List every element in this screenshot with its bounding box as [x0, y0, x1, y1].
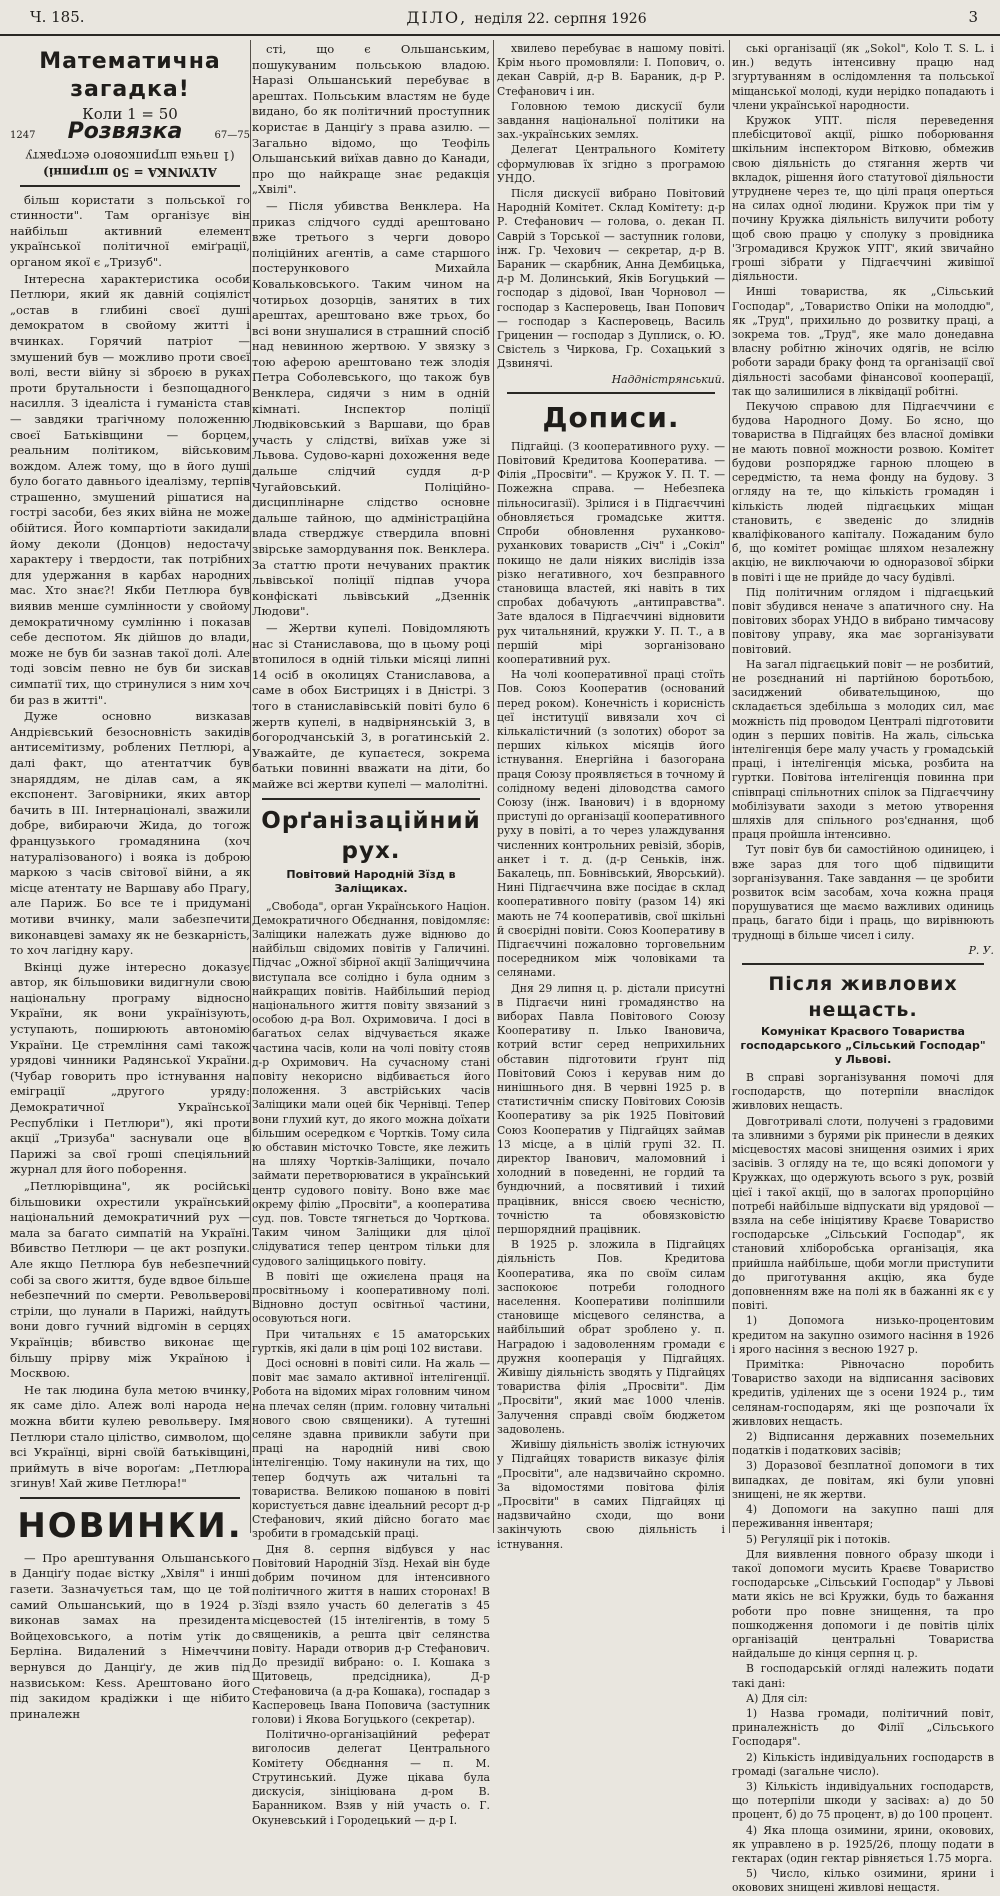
article-paragraph: Дуже основно визказав Андрієвський безосновність закидів антисемітизму, роблених Петлюрі, а далі факт, що атентатчик був знаряддям, не ділав сам, а як експонент. Заговірники, яких автор бачить в III. Інтернаціоналі, зважили добре, вибираючи Жида, до тогож французького громадянина (хоч натуралізованого) і вояка із доброю маркою з часів світової війни, а як місце атентату не Варшаву або Прагу, але Париж. Бо все те і придумані мотиви вчинку, мали забезпечити виконавцеві замаху як не безкарність, то хоч лагідну кару. — [10, 709, 250, 958]
list-item: 4) Яка площа озимини, ярини, оковових, як управлено в р. 1925/26, площу подати в гектарах (один гектар рівняється 1.75 морга. — [732, 1823, 994, 1865]
article-paragraph: „Свобода", орган Українського Націон. Демократичного Обєднання, повідомляє: Заліщики належать дуже віднюво до найбільш свідомих повітів у Галичині. Підчас „Ожної збірної акції Заліщиччина виступала все солідно і була одним з найкращих повітів. Найбільший період національного життя повіту звязаний з особою д-ра Вол. Охримовича. І досі в багатьох селах відчувається якаже частина часів, коли на чолі повіту стояв д-р Охримович. На сучасному стані повіту некорисно відбивається його положення. З австрійських часів Заліщики мали оцей бік Чернівці. Тепер вони глухий кут, до якого можна доїхати більшим осередком є Чортків. Тому сила ю обставин місточко Товсте, яке лежить на шляху Чортків-Заліщики, почало займати перетворюватися в український центр судового повіту. Воно вже має окрему філію „Просвіти", а кооператива суд. пов. Товсте тягнеться до Чорткова. Таким чином Заліщики для цілої слідуватися тепер центром тільки для судового заліщицького повіту. — [252, 899, 490, 1268]
list-item: 1) Назва громади, політичний повіт, приналежність до Філії „Сільського Господаря". — [732, 1706, 994, 1749]
article-paragraph: Для виявлення повного образу шкоди і такої допомоги мусить Краєве Товариство господарське „Сільський Господар" у Львові мати якісь не всі Кружки, будь то бажання роботи про повне знищення, та про пошкодження допомоги і де повітів ціліх організацій центральні Товариства найдальше до кінця серпня ц. р. — [732, 1547, 994, 1661]
article-paragraph: Кружок УПТ. після переведення плебісцитової акції, рішко поборювання шкільним інспектором Вітковю, обмежив свою діяльність до стягання жертв чи вкладок, рішення його статутової діяльности утруднене через те, що цілі праця оперться на силах одної людини. Кружок при тім у почину Кружка діяльність вилучити роботу щоб свою працю у сполуку з провідника 'Згромадився Кружок УПТ', який звичайно гроші зібрати у Підгаєччині живішої діяльности. — [732, 114, 994, 284]
newspaper-title: ДІЛО, — [406, 7, 468, 27]
article-paragraph: Політично-організаційний реферат виголосив делегат Центрального Комітету Обєднання — п. М. Струтинський. Дуже цікава була дискусія, зініціювана д-ром В. Баранником. Взяв у ній участь о. Г. Окуневський і Городецький — д-р І. — [252, 1728, 490, 1827]
article-paragraph: Під політичним оглядом і підгаєцький повіт збудився неначе з апатичного сну. На повітових зборах УНДО в вибрано тимчасову повітову управу, яка має зорганізувати повітовий. — [732, 585, 994, 656]
list-item: 3) Кількість індивідуальних господарств, що потерпіли шкоди у засівах: а) до 50 процент, б) до 75 процент, в) до 100 процент. — [732, 1779, 994, 1822]
puzzle-solution: Розвязка — [67, 119, 183, 144]
article-paragraph: хвилево перебуває в нашому повіті. Крім нього промовляли: І. Попович, о. декан Саврій, д-р В. Бараник, д-р Р. Стефанович і ин. — [497, 42, 725, 98]
article-paragraph: При читальнях є 15 аматорських гуртків, які дали в цім році 102 вистави. — [252, 1327, 490, 1355]
issue-date: неділя 22. серпня 1926 — [474, 10, 647, 27]
list-heading: А) Для сіл: — [746, 1691, 808, 1705]
article-paragraph: В повіті ще ожиєлена праця на просвітньому і кооперативному полі. Відновно доступ освітньої частини, осовуються ноги. — [252, 1269, 490, 1326]
news-item: — Про арештування Ольшанського в Данціґу подає вістку „Хвіля" і инші газети. Зазначується там, що це той самий Ольшанський, що в 1924 р. виконав замах на президента Войцеховського, а потім утік до Берліна. Видалений з Німеччини вернувся до Данціґу, де жив під назвиськом: Kess. Арештовано його під закидом крадіжки і ще нібито приналежн — [10, 1550, 250, 1721]
article-paragraph: більш користати з польської го стинности". Там організує він найбільш активний елемент української політичної еміґрації, органом якої є „Тризуб". — [10, 192, 250, 269]
article-paragraph: На чолі кооперативної праці стоїть Пов. Союз Кооператив (оснований перед роком). Конечність і корисність цеї інституції вивязали хоч сі кількалістичний (з золотих) оборот за перших кількох місяців його істнування. Енергійна і базогорана праця Союзу проявляється в точному й солідному ведені діловодства самого Союзу (інж. Іванович) і в вдорному приступі до організації кооперативного руху в повіті, а то через улаждування численних контрольних ревізій, зборів, анкет і т. д. (д-р Сеньків, інж. Бакалець, пп. Бовнівський, Яворський). Нині Підгаєччина вже посідає в склад кооперативного повіту (разом 14) які мають не 74 кооперативів, свої шкільні й своєрідні повіти. Союз Кооперативу в Підгаєччині пожаловно торговельним посередником між чоловіками та селянами. — [497, 668, 725, 980]
divider — [20, 1497, 240, 1499]
article-paragraph: Инші товариства, як „Сільський Господар", „Товариство Опіки на молоддю", як „Труд", прихильно до розвитку праці, а зокрема тов. „Труд", яке мало донедавна власну робітню жіночих одягів, не всілю роботи заради браку фонд та організації свої діяльності засобами фінансової кооперації, так що залишилися в ліквідації робітні. — [732, 285, 994, 398]
puzzle-note: (1 пачка штрипкового екстракту — [25, 148, 235, 163]
article-paragraph: „Петлюрівщина", як російські більшовики охрестили український національний демократичний рух — мала за багато симпатій на Україні. Вбивство Петлюри — це акт розпуки. Але якщо Петлюра був небезпечний собі за свого життя, буде вдвое більше небезпечний по смерти. Револьверові стріли, що лунали в Парижі, найдуть вони довго гучний відгомін в серцях Українців; вбивство виконає ще більшу прірву між Україною і Москвою. — [10, 1179, 250, 1381]
section-title-after-disasters: Після живлових нещасть. — [768, 973, 958, 1021]
divider — [507, 392, 715, 394]
column-4 — [732, 42, 994, 1895]
article-paragraph: В справі зорганізування помочі для господарств, що потерпіли внаслідок живлових нещасть. — [732, 1071, 994, 1113]
article-paragraph: В 1925 р. зложила в Підгайцях діяльність Пов. Кредитова Кооператива, яка по своїм силам заспокоює потреби голодного населення. Кооперативи поліпшили становище місцевого селянства, а найбільший обрат зроблено у. п. Наградою і задоволенням громади є дружня кооперація у Підгайцях. Живішу діяльність зводять у Підгайцях товариства філія „Просвіти". Дім „Просвіти", який має 1000 членів. Залучення справді своїм бюджетом задоволень. — [497, 1238, 725, 1436]
column-1 — [10, 42, 250, 1721]
article-paragraph: Делегат Центрального Комітету сформулював їх згідно з програмою УНДО. — [497, 143, 725, 185]
column-2 — [252, 42, 490, 1827]
article-paragraph: Живішу діяльність зволіж істнуючих у Підгайцях товариств виказує філія „Просвіти", але надзвичайно скромно. За відомостями повітова філія „Просвіти" в самих Підгайцях ці надзвичайно сходи, що вони закінчують свою діяльність і істнування. — [497, 1438, 725, 1551]
column-3 — [497, 42, 725, 1551]
news-section-title: НОВИНКИ. — [17, 1505, 243, 1546]
list-item: 2) Відписання державних поземельних податків і податкових засівів; — [732, 1430, 994, 1458]
list-item: Примітка: Рівночасно поробить Товариство заходи на відписання засівових кредитів, уділених ще з осени 1924 р., тим селянам-господарям, які ще розпочали їх живлових нещасть. — [732, 1358, 994, 1428]
article-paragraph: Інтересна характеристика особи Петлюри, який як давній соціяліст „остав в глибині своєї душі демократом в свойому житті і вчинках. Горячий патріот — змушений був — можливо проти своєї волі, вести війну зі зброєю в руках проти брутальности і безпощадного насилля. З ідеаліста і гуманіста став — завдяки трагічному положенню своєї Батьківщини — борцем, реальним політиком, військовим вождом. Алеж тому, що в його душі було богато давнього ідеалізму, терпів страшенно, змушений рішатися на гострі засоби, без яких війна не може обійтися. Його компартіоти закидали йому деколи (Донцов) недостачу характеру і твердости, так потрібних для удержання в карбах народних мас. Хто знає?! Якби Петлюра був виявив менше сумлінности у свойому демократичному сумлінню і показав себе деспотом. Як дійшов до влади, може не був би зазнав такої долі. Але тоді зовсім певно не був би зискав симпатії тих, що стринулися з ним хоч би раз в житті". — [10, 271, 250, 707]
article-paragraph: Дня 8. серпня відбувся у нас Повітовий Народній Зїзд. Нехай він буде добрим почином для інтенсивного політичного життя в наших сторонах! В Зїзді взяло участь 60 делегатів з 45 місцевостей (15 інтелігентів, в тому 5 священиків, а решта цвіт селянства повіту. Наради отворив д-р Стефанович. До президії вибрано: о. І. Кошака з Щитовець, предсідника), Д-р Стефановича (а д-ра Кошака), госпадар з Касперовець Івана Поповича (заступник голови) і Якова Богуцького (секретар). — [252, 1542, 490, 1727]
article-paragraph: Підгайці. (З кооперативного руху. — Повітовий Кредитова Кооператива. — Філія „Просвіти". — Кружок У. П. Т. — Пожежна справа. — Небезпека пільносигазії). Зрілися і в Підгаєччині обновляється громадське життя. Спроби обновлення руханково-руханкових товариств „Січ" і „Сокіл" покищо не дали ніяких вислідів ізза різко негативного, хоч безправного становища властей, які навіть в тих спробах добачують „антиправства". Зате вдалося в Підгаєччині відновити рух читальняний, кружки У. П. Т., а в першій мірі зорганізовано кооперативний рух. — [497, 439, 725, 666]
article-paragraph: Дня 29 липня ц. р. дістали присутні в Підгаєчи нині громадянство на виборах Павла Повітового Союзу Кооперативу п. Ілько Івановича, котрий встиг серед неприхильних обставин підготовити ґрунт під Повітовий Союз і керував ним до нинішнього дня. В червні 1925 р. в статистичнім списку Повітових Союзів Кооперативу за рік 1925 Повітовий Союз Кооператив у Підгайцях займав 13 місце, а в цілій групі 32. П. директор Іванович, маломовний і холодний в поведенні, не гордий та бундючний, а посвятивий і тихий працівник, внісся своєю чесністю, точністю та обовязковістю першорядний працівник. — [497, 981, 725, 1237]
list-item: 3) Доразової безплатної допомоги в тих випадках, де повітам, які були уповні знищені, не як жертви. — [732, 1459, 994, 1501]
article-paragraph: В господарській огляді належить подати такі дані: — [732, 1662, 994, 1690]
section-title-dopysy: Дописи. — [542, 400, 680, 434]
article-paragraph: Не так людина була метою вчинку, як саме діло. Алеж волі народа не можна вбити кулею револьверу. Імя Петлюри стало ціліство, символом, що всі Українці, вірні своїй батьківщині, приймуть в віче вороґам: „Петлюра згинув! Хай живе Петлюра!" — [10, 1382, 250, 1491]
puzzle-answer-inverted — [10, 148, 250, 180]
article-paragraph: Тут повіт був би самостійною одиницею, і вже зараз для того щоб підвищити зорганізування. Таке завдання — це зробити розвиток всім засобам, хоча кожна праця порушуватися ще маємо важливих одиниць праць, багато біди і праць, що вирівнюють труднощі в більше чисел і силу. — [732, 843, 994, 942]
divider — [262, 798, 480, 800]
list-item: 5) Число, кілько озимини, ярини і оковових знищені живлові нещастя. — [732, 1867, 994, 1895]
article-paragraph: ські організації (як „Sokol", Kolo T. S. L. і ин.) ведуть інтенсивну працю над згуртуванням в ослідомлення та польської міщанської молоді, куди нерідко попадають і члени української народности. — [732, 42, 994, 112]
news-item: — Жертви купелі. Повідомляють нас зі Станиславова, що в цьому році втопилося в одній тільки місяці липні 14 осіб в околицях Станиславова, а саме в обох Бистрицях і в Дністрі. З того в станиславівській повіті було 6 жертв купелі, в надвірнянській 3, в богородчанській 3, в рогатинській 2. Уважайте, де купаєтеся, зокрема батьки повинні вважати на діти, бо майже всі жертви купелі — малолітні. — [252, 620, 490, 791]
puzzle-title: Математична загадка! — [39, 49, 221, 102]
masthead — [406, 8, 646, 27]
section-subtitle: Повітовий Народній Зїзд в Заліщиках. — [286, 867, 456, 895]
article-paragraph: Після дискусії вибрано Повітовий Народній Комітет. Склад Комітету: д-р Р. Стефанович — голова, о. декан П. Саврій з Торської — заступник голови, інж. Гр. Чехович — секретар, д-р В. Бараник — скарбник, Анна Дембицька, д-р М. Долинський, Яків Богуцький — господар з дідової, Іван Чорновол — господар з Касперовець, Іван Попович — господар з Касперовець, Василь Гриценин — господар з Дуплиск, о. Ю. Свістель з Чиркова, Гр. Сохацький з Дзвинячі. — [497, 187, 725, 371]
column-divider — [729, 40, 730, 1533]
article-paragraph: Досі основні в повіті сили. На жаль — повіт має замало активної інтелігенції. Робота на відомих мірах головним чином на плечах селян (прим. головну читальні нового свою священики). А тутешні селяне здавна привикли забути при праці на народній ниві свою інтелігенцію. Тому накинули на тих, що тепер бодчуть аж читальні та товариства. Великою пошаною в повіті користується давнє ідеальний ресорт д-р Стефанович, який дійсно богато має зробити в громадській праці. — [252, 1357, 490, 1541]
divider — [20, 185, 240, 187]
list-item: 5) Регуляції рік і потоків. — [746, 1532, 891, 1546]
section-title-organization: Орґанізаційний рух. — [261, 807, 481, 864]
article-paragraph: Пекучою справою для Підгаєччини є будова Народного Дому. Бо ясно, що товариства в Підгайцях без власної домівки не мають повної можности розвою. Комітет будови розпорядже гарною площею в середмістю, та нема фонду на будову. З огляду на те, що кількість громадян і кількість людей підгаєцьких міщан становить, є зведеніс до злиднів кваліфікованого капіталу. Пожаданим було б, що комітет роміщає шляхом незалежну акцію, не виключаючи ю одноразової збірки в повіті і ще не прийде до часу будівлі. — [732, 400, 994, 584]
puzzle-answer: ALYMNKA = 50 штрипні) — [43, 164, 217, 179]
puzzle-left-number: 1247 — [10, 130, 36, 141]
divider — [742, 963, 984, 965]
list-item: 1) Допомога низько-процентовим кредитом на закупно озимого насіння в 1926 і ярого насіння з весною 1927 р. — [732, 1314, 994, 1356]
news-item: — Після убивства Венклера. На приказ слідчого судді арештовано вже третього з черги доворо поліційних агентів, а саме старшого постерункового Михайла Ковальковського. Таким чином на чотирьох дозорців, занятих в тих арештах, арештовано вже трьох, бо всі вони знушалися в страшний спосіб над невинною жертвою. У звязку з тою аферою арештовано теж злодія Петра Соболевського, що також був Венклера, сидячи з ним в одній кімнаті. Інспектор поліції Людвіковський з Варшави, що брав участь у слідстві, виїхав уже зі Львова. Судово-карні дохоження веде дальше слідчий суддя д-р Чугайовський. Поліційно-дисциплінарне слідство основне дальше тайною, що адміністраційна влада стверджує ствердила вповні звірське замордування пок. Венклера. За статтю проти нечуваних практик львівської поліції підпав учора конфіскаті львівський „Дзеннік Людови". — [252, 198, 490, 619]
article-paragraph: Вкінці дуже інтересно доказує автор, як більшовики видигнули свою національну програму відносно України, як вони українізують, уступають, поширюють автономію України. Це стремління самі також урядові чинники Радянської України. (Чубар говорить про істнування на еміграції „другого уряду: Демократичної Української Республіки і Петлюри"), які проти акції „Тризуба" заснували оце в Парижі за свої гроші спеціяльний журнал для його поборення. — [10, 959, 250, 1177]
puzzle-equation: Коли 1 = 50 — [82, 105, 178, 123]
author-signature: Наддністрянський. — [611, 372, 725, 386]
article-paragraph: Довготривалі слоти, получені з градовими та зливними з бурями рік принесли в деяких місцевостях масові знищення озимих і ярих засівів. З огляду на те, що всякі допомоги у Кружках, що одержують всього з рук, розвій цієї і такої акції, що в залогах пропорційно потребі найбільше відпускати від урядової — взяла на себе ініціятиву Краєве Товариство господарське „Сільський Господар", як становий хліборобська організація, яка прийшла найбільше, щоби могли приступити до приготування акцію, яка буде доповненням вже на полі як в бажанні як є у повіті. — [732, 1114, 994, 1313]
column-divider — [250, 40, 251, 1533]
article-paragraph: На загал підгаєцький повіт — не розбитий, не розєднаний ні партійною боротьбою, засиджений обивательщиною, що складається здебільша з молодих сил, має можність під проводом Централі підготовити один з перших повітів. На жаль, сільська інтелігенція бере малу участь у громадській праці, і інтелігенція міська, розбита на гуртки. Повітова інтелігенція повинна при співпраці спільнотних спілок за Підгаєччину мобілізувати заходи з метою утворення шляхів для спільного роз'єднання, щоб праця пройшла інтенсивно. — [732, 657, 994, 842]
puzzle-right-number: 67—75 — [214, 130, 250, 141]
author-signature: Р. У. — [968, 943, 994, 957]
page-header — [0, 0, 1000, 36]
page-number: 3 — [968, 8, 978, 26]
issue-number: Ч. 185. — [30, 8, 85, 26]
article-paragraph: Головною темою дискусії були завдання національної політики на зах.-українських землях. — [497, 99, 725, 142]
list-item: 4) Допомоги на закупно паші для переживання інвентаря; — [732, 1503, 994, 1531]
section-subtitle: Комунікат Красвого Товариства господарського „Сільський Господар" у Львові. — [740, 1025, 986, 1066]
news-item: сті, що є Ольшанським, пошукуваним польською владою. Наразі Ольшанський перебуває в арештах. Польським властям не буде видано, бо як політичний проступник користає в Данціґу з права азилю. — Загально відомо, що Теофіль Ольшанський виїхав давно до Канади, про що найкраще знає редакція „Хвілі". — [252, 42, 490, 197]
list-item: 2) Кількість індивідуальних господарств в громаді (загальне число). — [732, 1750, 994, 1778]
column-divider — [493, 40, 494, 1533]
puzzle-solution-row — [10, 119, 250, 144]
